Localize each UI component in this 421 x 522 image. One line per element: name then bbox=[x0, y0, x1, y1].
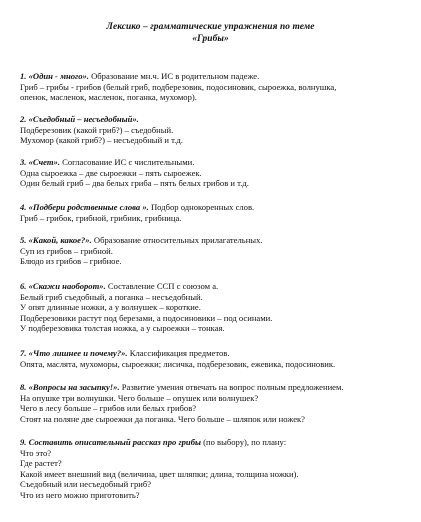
exercise-3 bbox=[20, 157, 415, 189]
exercise-1-heading-line bbox=[20, 71, 415, 82]
exercise-4-description: Подбор однокоренных слов. bbox=[148, 202, 255, 212]
exercise-1-heading: 1. «Один - много». bbox=[20, 71, 89, 81]
exercise-9 bbox=[20, 437, 415, 501]
exercise-4 bbox=[20, 202, 415, 223]
exercise-9-heading: 9. Составить описательный рассказ про грибы bbox=[20, 437, 201, 447]
exercise-1 bbox=[20, 71, 415, 103]
exercise-6-heading: 6. «Скажи наоборот». bbox=[20, 281, 106, 291]
exercise-9-line-1: Что это? bbox=[20, 447, 52, 458]
exercise-9-line-5: Что из него можно приготовить? bbox=[20, 489, 140, 500]
exercise-8-heading: 8. «Вопросы на засыпку!». bbox=[20, 382, 120, 392]
exercise-2-line-1: Подберезовик (какой гриб?) – съедобный. bbox=[20, 124, 174, 135]
exercise-1-line-2: опенок, масленок, масленок, поганка, мухомор). bbox=[20, 92, 197, 103]
exercise-3-heading: 3. «Счет». bbox=[20, 157, 60, 167]
exercise-4-line-1: Гриб – грибок, грибной, грибник, грибница. bbox=[20, 212, 182, 223]
exercise-5-heading: 5. «Какой, какое?». bbox=[20, 235, 92, 245]
exercise-5-heading-line bbox=[20, 235, 415, 246]
exercise-7-heading: 7. «Что лишнее и почему?». bbox=[20, 348, 128, 358]
exercise-6-line-1: Белый гриб съедобный, а поганка – несъедобный. bbox=[20, 291, 203, 302]
exercise-6-heading-line bbox=[20, 281, 415, 292]
exercise-1-description: Образование мн.ч. ИС в родительном падеже. bbox=[88, 71, 260, 81]
exercise-3-description: Согласование ИС с числительными. bbox=[59, 157, 195, 167]
document-title-line-2: «Грибы» bbox=[192, 34, 229, 44]
exercise-5-line-1: Суп из грибов – грибной. bbox=[20, 245, 113, 256]
exercise-6 bbox=[20, 281, 415, 334]
exercise-8-line-2: Чего в лесу больше – грибов или белых грибов? bbox=[20, 403, 197, 414]
exercise-7-heading-line bbox=[20, 348, 415, 359]
exercise-8-line-1: На опушке три волнушки. Чего больше – опушек или волнушек? bbox=[20, 392, 259, 403]
exercise-9-heading-line bbox=[20, 437, 415, 448]
exercise-2-line-2: Мухомор (какой гриб?) – несъедобный и т.д. bbox=[20, 135, 183, 146]
exercise-9-line-2: Где растет? bbox=[20, 458, 62, 469]
exercise-9-line-4: Съедобный или несъедобный гриб? bbox=[20, 479, 152, 490]
exercise-6-line-2: У опят длинные ножки, а у волнушек – короткие. bbox=[20, 302, 201, 313]
exercise-3-line-1: Одна сыроежка – две сыроежки – пять сыроежек. bbox=[20, 167, 202, 178]
document-title-line-1: Лексико – грамматические упражнения по теме bbox=[106, 22, 315, 32]
exercise-7-line-1: Опята, маслята, мухоморы, сыроежки; лисичка, подберезовик, ежевика, подосиновик. bbox=[20, 358, 336, 369]
exercise-6-line-3: Подберезовики растут под березами, а подосиновики – под осинами. bbox=[20, 312, 273, 323]
exercise-6-description: Составление ССП с союзом а. bbox=[105, 281, 219, 291]
exercise-8-description: Развитие умения отвечать на вопрос полным предложением. bbox=[119, 382, 344, 392]
exercise-4-heading: 4. «Подбери родственные слова ». bbox=[20, 202, 149, 212]
exercise-9-line-3: Какой имеет внешний вид (величина, цвет шляпки; длина, толщина ножки). bbox=[20, 468, 299, 479]
exercise-5-line-2: Блюдо из грибов – грибное. bbox=[20, 256, 122, 267]
exercise-7 bbox=[20, 348, 415, 369]
exercise-3-line-2: Один белый гриб – два белых гриба – пять белых грибов и т.д. bbox=[20, 178, 249, 189]
exercise-2 bbox=[20, 114, 415, 146]
exercise-8 bbox=[20, 382, 415, 424]
exercise-5-description: Образование относительных прилагательных. bbox=[91, 235, 263, 245]
exercise-3-heading-line bbox=[20, 157, 415, 168]
exercise-9-description: (по выбору), по плану: bbox=[200, 437, 287, 447]
exercise-1-line-1: Гриб – грибы - грибов (белый гриб, подберезовик, подосиновик, сыроежка, волнушка, bbox=[20, 81, 337, 92]
exercise-8-heading-line bbox=[20, 382, 415, 393]
exercise-7-description: Классификация предметов. bbox=[127, 348, 230, 358]
exercise-2-heading: 2. «Съедобный – несъедобный». bbox=[20, 114, 139, 124]
exercise-4-heading-line bbox=[20, 202, 415, 213]
exercise-6-line-4: У подберезовика толстая ножка, а у сыроежки – тонкая. bbox=[20, 323, 225, 334]
exercise-8-line-3: Стоят на поляне две сыроежки да поганка. Чего больше – шляпок или ножек? bbox=[20, 413, 305, 424]
exercise-5 bbox=[20, 235, 415, 267]
exercise-2-heading-line bbox=[20, 114, 415, 125]
